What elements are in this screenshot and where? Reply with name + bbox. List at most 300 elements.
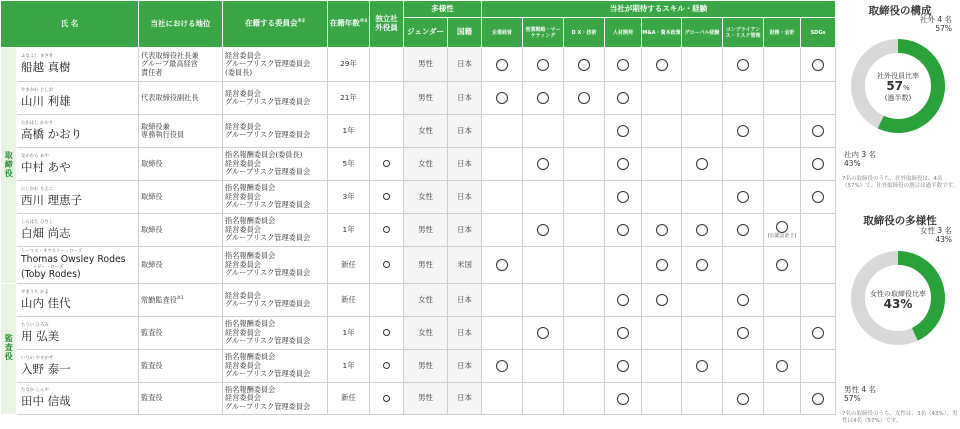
position-cell bbox=[139, 48, 223, 82]
member-name: 西川 理恵子 bbox=[21, 192, 83, 207]
table-row bbox=[1, 115, 836, 148]
position-line: 専務執行役員 bbox=[141, 130, 185, 139]
committee-line: グループリスク管理委員会 bbox=[225, 233, 311, 243]
skill-mark bbox=[737, 191, 749, 203]
member-name: Thomas Owsley Rodes bbox=[21, 254, 126, 266]
member-name-cell bbox=[17, 115, 139, 148]
committee-cell bbox=[223, 350, 328, 383]
skill-mark bbox=[537, 224, 549, 236]
header-position: 当社における地位 bbox=[139, 1, 223, 48]
independent-cell bbox=[370, 181, 404, 214]
skill-cell bbox=[682, 214, 723, 247]
committee-line: 指名報酬委員会 bbox=[225, 352, 276, 362]
position-line: 代表取締役副社長 bbox=[141, 92, 199, 102]
position-cell bbox=[139, 82, 223, 115]
skill-cell bbox=[564, 181, 605, 214]
nationality-cell: 日本 bbox=[448, 284, 482, 317]
skill-mark bbox=[617, 59, 629, 71]
independent-mark bbox=[383, 261, 390, 268]
skill-mark bbox=[617, 327, 629, 339]
header-skill-2: D X・技術 bbox=[564, 18, 605, 48]
committee-line: グループリスク管理委員会 bbox=[225, 59, 311, 69]
skill-cell bbox=[605, 284, 642, 317]
header-skill-8: SDGs bbox=[801, 18, 836, 48]
skill-cell bbox=[642, 214, 682, 247]
skill-cell bbox=[564, 350, 605, 383]
skill-cell bbox=[605, 383, 642, 415]
skill-cell bbox=[764, 247, 801, 284]
table-row bbox=[1, 214, 836, 247]
nationality-cell: 日本 bbox=[448, 350, 482, 383]
position-cell bbox=[139, 383, 223, 415]
skill-note: (公認会計士) bbox=[767, 233, 797, 239]
header-name: 氏 名 bbox=[1, 1, 139, 48]
group-directors: 取締役 bbox=[1, 48, 17, 284]
header-tenure: 在籍年数$^{※3}$ bbox=[328, 1, 370, 48]
tenure-cell: 新任 bbox=[328, 247, 370, 284]
skill-cell bbox=[801, 181, 836, 214]
composition-panel bbox=[840, 0, 960, 210]
table-row bbox=[1, 317, 836, 350]
committee-line: グループリスク管理委員会 bbox=[225, 268, 311, 278]
header-committee: 在籍する委員会$^{※2}$ bbox=[223, 1, 328, 48]
committee-line: 経営委員会 bbox=[225, 224, 261, 234]
nationality-cell: 日本 bbox=[448, 148, 482, 181]
committee-line: 指名報酬委員会 bbox=[225, 384, 276, 394]
skill-mark bbox=[812, 59, 824, 71]
skill-cell bbox=[642, 383, 682, 415]
skill-mark bbox=[656, 294, 668, 306]
header-diversity: 多様性 bbox=[404, 1, 482, 18]
position-cell bbox=[139, 247, 223, 284]
skill-mark bbox=[578, 59, 590, 71]
skill-cell bbox=[605, 82, 642, 115]
skill-cell bbox=[605, 350, 642, 383]
skill-mark bbox=[776, 360, 788, 372]
independent-cell bbox=[370, 82, 404, 115]
group-auditors: 監査役 bbox=[1, 284, 17, 415]
skill-cell bbox=[723, 317, 764, 350]
member-name: 山内 佳代 bbox=[21, 295, 71, 310]
skill-cell bbox=[764, 284, 801, 317]
committee-line: 経営委員会 bbox=[225, 50, 261, 60]
header-skill-7: 財務・会計 bbox=[764, 18, 801, 48]
member-name-cell bbox=[17, 383, 139, 415]
tenure-cell: 5年 bbox=[328, 148, 370, 181]
committee-line: 指名報酬委員会 bbox=[225, 216, 276, 226]
gender-cell: 女性 bbox=[404, 284, 448, 317]
skill-cell bbox=[605, 317, 642, 350]
committee-cell bbox=[223, 284, 328, 317]
skill-cell bbox=[801, 214, 836, 247]
skill-mark bbox=[496, 59, 508, 71]
tenure-cell: 新任 bbox=[328, 284, 370, 317]
position-cell bbox=[139, 214, 223, 247]
male-label: 男性 4 名 57% bbox=[844, 385, 877, 403]
independent-mark bbox=[383, 160, 390, 167]
skill-cell bbox=[605, 48, 642, 82]
skill-cell bbox=[564, 284, 605, 317]
skill-mark bbox=[737, 224, 749, 236]
skill-mark bbox=[696, 360, 708, 372]
committee-cell bbox=[223, 181, 328, 214]
name-reading: たなか しんや bbox=[21, 388, 49, 394]
skill-cell bbox=[723, 148, 764, 181]
committee-line: 経営委員会 bbox=[225, 191, 261, 201]
skill-cell bbox=[605, 247, 642, 284]
diversity-center: 女性の取締役比率 43% bbox=[870, 290, 926, 312]
skill-cell bbox=[764, 317, 801, 350]
gender-cell: 女性 bbox=[404, 148, 448, 181]
table-row bbox=[1, 247, 836, 284]
skill-cell bbox=[523, 48, 564, 82]
independent-mark bbox=[383, 193, 390, 200]
skill-cell bbox=[801, 48, 836, 82]
position-line: 監査役 bbox=[141, 393, 163, 403]
independent-cell bbox=[370, 383, 404, 415]
skill-cell bbox=[642, 148, 682, 181]
tenure-cell: 29年 bbox=[328, 48, 370, 82]
skill-mark bbox=[617, 191, 629, 203]
member-name-cell bbox=[17, 350, 139, 383]
skill-mark bbox=[656, 59, 668, 71]
skill-mark bbox=[737, 294, 749, 306]
skill-cell bbox=[482, 247, 523, 284]
name-reading-alt: トビー・ローズ bbox=[33, 264, 64, 270]
position-line: 責任者 bbox=[141, 67, 163, 77]
skill-cell bbox=[764, 148, 801, 181]
position-line: 取締役 bbox=[141, 224, 163, 234]
gender-cell: 女性 bbox=[404, 181, 448, 214]
committee-line: 経営委員会 bbox=[225, 158, 261, 168]
independent-mark bbox=[383, 395, 390, 402]
skill-mark bbox=[617, 294, 629, 306]
independent-cell bbox=[370, 115, 404, 148]
gender-cell: 男性 bbox=[404, 350, 448, 383]
member-name-cell bbox=[17, 82, 139, 115]
committee-cell bbox=[223, 148, 328, 181]
composition-title: 取締役の構成 bbox=[868, 5, 932, 17]
committee-cell bbox=[223, 82, 328, 115]
header-skill-3: 人材開発 bbox=[605, 18, 642, 48]
nationality-cell: 日本 bbox=[448, 214, 482, 247]
inside-label: 社内 3 名 43% bbox=[844, 150, 877, 168]
nationality-cell: 日本 bbox=[448, 317, 482, 350]
skill-cell bbox=[482, 214, 523, 247]
skill-mark bbox=[578, 92, 590, 104]
name-reading: にしかわ りえこ bbox=[21, 186, 54, 192]
committee-cell bbox=[223, 115, 328, 148]
skill-mark bbox=[696, 259, 708, 271]
committee-cell bbox=[223, 383, 328, 415]
tenure-cell: 1年 bbox=[328, 214, 370, 247]
position-line: 常勤監査役$^{※1}$ bbox=[141, 294, 184, 304]
table-row bbox=[1, 181, 836, 214]
committee-line: 経営委員会 bbox=[225, 290, 261, 300]
tenure-cell: 新任 bbox=[328, 383, 370, 415]
position-cell bbox=[139, 350, 223, 383]
table-row bbox=[1, 148, 836, 181]
skill-mark bbox=[737, 393, 749, 405]
skill-cell bbox=[682, 383, 723, 415]
committee-line: 指名報酬委員会 bbox=[225, 319, 276, 329]
independent-cell bbox=[370, 48, 404, 82]
skill-cell bbox=[523, 115, 564, 148]
committee-line: 指名報酬委員会 bbox=[225, 251, 276, 261]
gender-cell: 女性 bbox=[404, 317, 448, 350]
skill-mark bbox=[537, 327, 549, 339]
nationality-cell: 日本 bbox=[448, 383, 482, 415]
committee-line: 経営委員会 bbox=[225, 327, 261, 337]
skill-cell bbox=[764, 82, 801, 115]
skill-cell bbox=[723, 383, 764, 415]
skill-mark bbox=[812, 158, 824, 170]
skill-cell bbox=[723, 115, 764, 148]
skill-cell bbox=[605, 181, 642, 214]
skill-cell bbox=[801, 82, 836, 115]
skill-cell bbox=[523, 350, 564, 383]
skill-mark bbox=[737, 125, 749, 137]
skill-cell bbox=[682, 317, 723, 350]
skill-cell bbox=[682, 48, 723, 82]
skill-cell bbox=[482, 181, 523, 214]
skill-mark bbox=[496, 360, 508, 372]
composition-center: 社外役員比率 57% (過半数) bbox=[877, 72, 919, 103]
header-gender: ジェンダー bbox=[404, 18, 448, 48]
table-row bbox=[1, 82, 836, 115]
skill-mark bbox=[696, 158, 708, 170]
member-name: 船越 真樹 bbox=[21, 60, 71, 75]
skill-cell bbox=[482, 82, 523, 115]
committee-line: グループリスク管理委員会 bbox=[225, 369, 311, 379]
skill-cell bbox=[523, 383, 564, 415]
skill-cell bbox=[723, 82, 764, 115]
member-name-alt: (Toby Rodes) bbox=[21, 269, 81, 281]
skill-mark bbox=[656, 224, 668, 236]
header-skills: 当社が期待するスキル・経験 bbox=[482, 1, 836, 18]
tenure-cell: 3年 bbox=[328, 181, 370, 214]
skill-mark bbox=[776, 259, 788, 271]
skill-cell bbox=[682, 284, 723, 317]
header-skill-4: M&A・資本政策 bbox=[642, 18, 682, 48]
table-row bbox=[1, 284, 836, 317]
gender-cell: 男性 bbox=[404, 214, 448, 247]
skill-cell bbox=[482, 284, 523, 317]
skill-mark bbox=[812, 327, 824, 339]
skill-mark bbox=[656, 259, 668, 271]
skill-cell bbox=[682, 115, 723, 148]
name-reading: ちうい ひろみ bbox=[21, 322, 49, 328]
skill-mark bbox=[776, 221, 788, 233]
independent-cell bbox=[370, 214, 404, 247]
skill-cell bbox=[723, 214, 764, 247]
committee-cell bbox=[223, 317, 328, 350]
female-label: 女性 3 名 43% bbox=[919, 226, 952, 244]
gender-cell: 男性 bbox=[404, 247, 448, 284]
committee-cell bbox=[223, 214, 328, 247]
skill-cell bbox=[642, 284, 682, 317]
committee-line: グループリスク管理委員会 bbox=[225, 130, 311, 139]
skill-cell bbox=[642, 317, 682, 350]
skill-cell bbox=[564, 82, 605, 115]
skill-mark bbox=[617, 224, 629, 236]
member-name-cell bbox=[17, 317, 139, 350]
position-line: 取締役 bbox=[141, 259, 163, 269]
position-line: 取締役 bbox=[141, 191, 163, 201]
gender-cell: 女性 bbox=[404, 115, 448, 148]
skill-cell bbox=[642, 82, 682, 115]
composition-caption: 7名の取締役のうち、社外取締役は、4名（57%）で、社外取締役の割合は過半数です。 bbox=[842, 176, 959, 190]
committee-line: グループリスク管理委員会 bbox=[225, 336, 311, 346]
member-name-cell bbox=[17, 148, 139, 181]
skill-cell bbox=[523, 214, 564, 247]
nationality-cell: 日本 bbox=[448, 115, 482, 148]
diversity-caption: 7名の取締役のうち、女性は、3名（43%）、男性は4名（57%）です。 bbox=[842, 411, 958, 425]
committee-line: グループリスク管理委員会 bbox=[225, 200, 311, 210]
skill-cell bbox=[723, 48, 764, 82]
member-name: 山川 利雄 bbox=[21, 93, 71, 108]
header-skill-0: 企業経営 bbox=[482, 18, 523, 48]
independent-cell bbox=[370, 350, 404, 383]
skill-cell bbox=[764, 383, 801, 415]
name-reading: なかむら あや bbox=[21, 153, 49, 159]
skill-mark bbox=[812, 393, 824, 405]
committee-cell bbox=[223, 247, 328, 284]
committee-line: グループリスク管理委員会 bbox=[225, 299, 311, 308]
independent-cell bbox=[370, 148, 404, 181]
skill-cell bbox=[564, 383, 605, 415]
skill-cell bbox=[682, 350, 723, 383]
skill-cell bbox=[564, 317, 605, 350]
position-line: 取締役 bbox=[141, 158, 163, 168]
name-reading: しらはた ひさし bbox=[21, 219, 54, 225]
skill-mark bbox=[537, 92, 549, 104]
independent-cell bbox=[370, 247, 404, 284]
skill-cell bbox=[642, 48, 682, 82]
position-note: ※1 bbox=[176, 295, 184, 301]
skill-cell bbox=[482, 48, 523, 82]
independent-mark bbox=[383, 226, 390, 233]
member-name: 入野 泰一 bbox=[21, 361, 71, 376]
skill-cell bbox=[642, 181, 682, 214]
independent-mark bbox=[383, 362, 390, 369]
skill-cell bbox=[564, 247, 605, 284]
skill-mark bbox=[737, 59, 749, 71]
member-name: 用 弘美 bbox=[21, 328, 60, 343]
committee-line: 経営委員会 bbox=[225, 88, 261, 98]
skill-cell bbox=[564, 148, 605, 181]
committee-line: 経営委員会 bbox=[225, 121, 261, 131]
member-name-cell bbox=[17, 181, 139, 214]
skill-cell bbox=[682, 247, 723, 284]
skill-cell bbox=[482, 350, 523, 383]
independent-mark bbox=[383, 329, 390, 336]
skill-cell bbox=[801, 247, 836, 284]
skill-cell bbox=[523, 148, 564, 181]
skill-cell bbox=[642, 247, 682, 284]
table-row bbox=[1, 383, 836, 415]
nationality-cell: 米国 bbox=[448, 247, 482, 284]
member-name-cell bbox=[17, 214, 139, 247]
skill-cell bbox=[764, 48, 801, 82]
skill-mark bbox=[617, 125, 629, 137]
skill-cell bbox=[564, 214, 605, 247]
position-line: グループ最高経営 bbox=[141, 59, 198, 69]
member-name: 田中 信哉 bbox=[21, 394, 71, 409]
skill-mark bbox=[737, 327, 749, 339]
position-line: 監査役 bbox=[141, 360, 163, 370]
skill-cell bbox=[482, 148, 523, 181]
skill-cell bbox=[764, 115, 801, 148]
skill-cell bbox=[801, 317, 836, 350]
skill-mark bbox=[617, 92, 629, 104]
diversity-panel bbox=[840, 213, 960, 429]
skill-cell bbox=[682, 148, 723, 181]
committee-line: 経営委員会 bbox=[225, 393, 261, 403]
tenure-cell: 1年 bbox=[328, 317, 370, 350]
tenure-cell: 1年 bbox=[328, 115, 370, 148]
committee-line: (委員長) bbox=[225, 67, 253, 77]
skill-cell bbox=[605, 148, 642, 181]
nationality-cell: 日本 bbox=[448, 48, 482, 82]
committee-line: グループリスク管理委員会 bbox=[225, 401, 311, 411]
skill-cell bbox=[523, 82, 564, 115]
skill-cell bbox=[482, 115, 523, 148]
skill-cell bbox=[523, 181, 564, 214]
member-name: 高橋 かおり bbox=[21, 126, 83, 141]
skill-cell bbox=[482, 383, 523, 415]
skill-cell bbox=[523, 284, 564, 317]
committee-cell bbox=[223, 48, 328, 82]
diversity-title: 取締役の多様性 bbox=[863, 215, 937, 227]
nationality-cell: 日本 bbox=[448, 181, 482, 214]
skill-cell bbox=[482, 317, 523, 350]
skill-mark bbox=[537, 158, 549, 170]
skill-cell bbox=[764, 350, 801, 383]
skill-cell bbox=[801, 350, 836, 383]
skill-cell bbox=[682, 181, 723, 214]
skill-cell bbox=[523, 247, 564, 284]
committee-line: 指名報酬委員会 bbox=[225, 183, 276, 193]
skill-cell bbox=[764, 181, 801, 214]
header-independent: 独立社外役員 bbox=[370, 1, 404, 48]
name-reading: ふなこし まさき bbox=[21, 54, 54, 60]
skill-mark bbox=[617, 393, 629, 405]
skill-cell bbox=[801, 115, 836, 148]
member-name: 白畑 尚志 bbox=[21, 225, 71, 240]
skill-mark bbox=[812, 191, 824, 203]
gender-cell: 男性 bbox=[404, 48, 448, 82]
skill-cell bbox=[801, 284, 836, 317]
skill-mark bbox=[617, 360, 629, 372]
committee-line: グループリスク管理委員会 bbox=[225, 97, 311, 106]
skill-cell bbox=[564, 115, 605, 148]
member-name-cell bbox=[17, 284, 139, 317]
name-reading: たかはし かおり bbox=[21, 120, 54, 126]
position-line: 監査役 bbox=[141, 327, 163, 337]
skill-mark bbox=[696, 224, 708, 236]
skill-cell bbox=[523, 317, 564, 350]
skill-cell bbox=[605, 115, 642, 148]
skill-cell bbox=[801, 148, 836, 181]
name-reading: いりの やすかず bbox=[21, 355, 54, 361]
gender-cell: 男性 bbox=[404, 383, 448, 415]
skill-cell bbox=[605, 214, 642, 247]
committee-line: グループリスク管理委員会 bbox=[225, 167, 311, 177]
name-reading: やまうち かよ bbox=[21, 289, 49, 295]
tenure-cell: 21年 bbox=[328, 82, 370, 115]
position-line: 代表取締役社長兼 bbox=[141, 50, 199, 60]
